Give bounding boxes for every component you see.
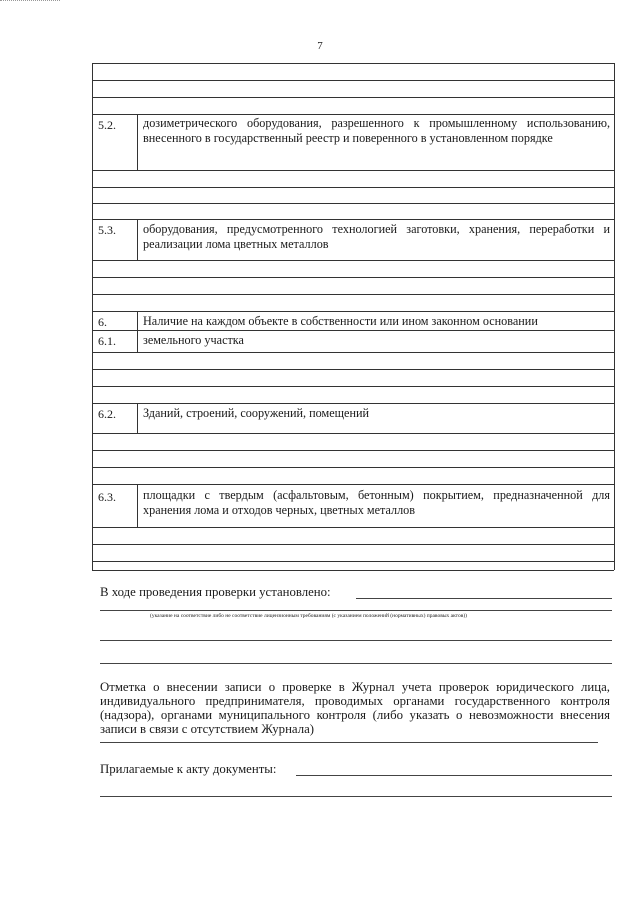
row-text: Зданий, строений, сооружений, помещений — [143, 406, 370, 420]
table-rule — [92, 352, 614, 353]
table-rule — [92, 294, 614, 295]
table-rule — [92, 311, 614, 312]
journal-note-fill-line — [100, 742, 598, 743]
table-rule — [92, 561, 614, 562]
row-text: земельного участка — [143, 333, 244, 347]
table-rule — [92, 544, 614, 545]
table-rule — [92, 114, 614, 115]
table-left-border — [92, 63, 93, 570]
attachments-fill-line — [100, 796, 612, 797]
row-text: Наличие на каждом объекте в собственности или ином законном основании — [143, 314, 538, 328]
row-number: 6.1. — [98, 334, 116, 348]
table-rule — [92, 219, 614, 220]
column-divider — [137, 403, 138, 433]
row-number: 6.2. — [98, 407, 116, 421]
table-rule — [92, 80, 614, 81]
table-rule — [92, 170, 614, 171]
table-rule — [92, 467, 614, 468]
table-rule — [92, 63, 614, 64]
attachments-label: Прилагаемые к акту документы: — [100, 762, 277, 776]
table-rule — [92, 450, 614, 451]
table-rule — [92, 484, 614, 485]
column-divider — [137, 219, 138, 260]
table-rule — [92, 386, 614, 387]
table-rule — [92, 187, 614, 188]
column-divider — [137, 484, 138, 527]
findings-label: В ходе проведения проверки установлено: — [100, 585, 331, 599]
row-text: оборудования, предусмотренного технологией заготовки, хранения, переработки и реализации лома цветных металлов — [143, 222, 610, 251]
column-divider — [137, 311, 138, 352]
page-number: 7 — [317, 40, 323, 52]
findings-caption: (указание на соответствие либо не соответствие лицензионным требованиям (с указанием положений (нормативных) правовых актов)) — [150, 613, 468, 619]
table-rule — [92, 369, 614, 370]
table-rule — [92, 403, 614, 404]
column-divider — [137, 114, 138, 170]
table-rule — [92, 433, 614, 434]
journal-note-text: Отметка о внесении записи о проверке в Журнал учета проверок юридического лица, индивидуального предпринимателя, проводимых органами государственного контроля (надзора), органами муниципального контроля (либо указать о невозможности внесения записи в связи с отсутствием Журнала) — [100, 680, 610, 736]
table-rule — [92, 97, 614, 98]
row-number: 5.3. — [98, 223, 116, 237]
table-rule — [92, 570, 614, 571]
row-number: 6.3. — [98, 490, 116, 504]
table-rule — [92, 527, 614, 528]
findings-fill-line — [100, 663, 612, 664]
findings-fill-line — [100, 640, 612, 641]
scan-edge-artifact — [0, 0, 60, 2]
row-number: 6. — [98, 315, 107, 329]
table-rule — [92, 203, 614, 204]
row-text: дозиметрического оборудования, разрешенного к промышленному использованию, внесенного в государственный реестр и поверенного в установленном порядке — [143, 116, 610, 145]
table-rule — [92, 260, 614, 261]
table-rule — [92, 330, 614, 331]
row-text: площадки с твердым (асфальтовым, бетонным) покрытием, предназначенной для хранения лома и отходов черных, цветных металлов — [143, 488, 610, 517]
table-right-border — [614, 63, 615, 570]
findings-fill-line — [356, 598, 612, 599]
table-rule — [92, 277, 614, 278]
row-number: 5.2. — [98, 118, 116, 132]
findings-fill-line — [100, 610, 612, 611]
attachments-fill-line — [296, 775, 612, 776]
